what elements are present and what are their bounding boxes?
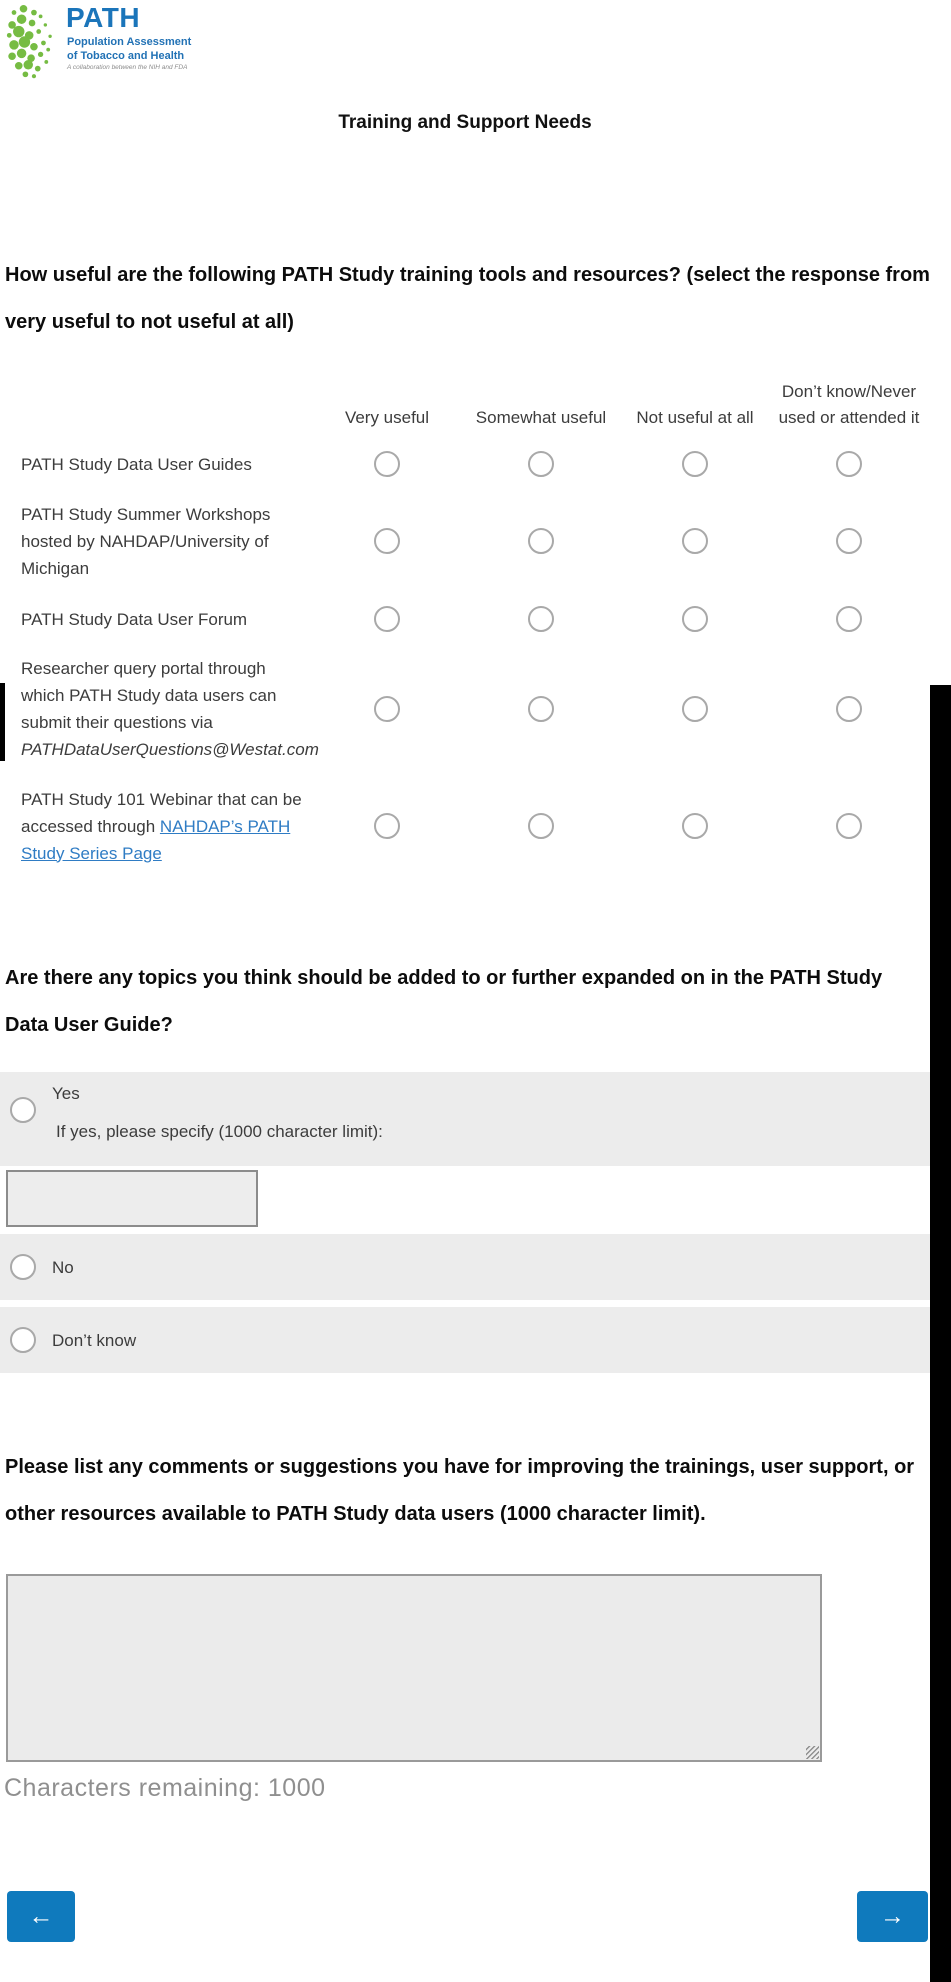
column-header-very-useful: Very useful	[344, 408, 430, 427]
column-header-not-useful: Not useful at all	[636, 408, 754, 427]
matrix-row-summer-workshops	[0, 500, 930, 582]
option-yes-label: Yes	[52, 1084, 80, 1103]
characters-remaining: Characters remaining: 1000	[4, 1774, 326, 1802]
matrix-radio[interactable]	[374, 606, 400, 632]
arrow-left-icon: ←	[28, 1902, 54, 1930]
path-logo	[4, 2, 234, 82]
matrix-radio[interactable]	[682, 696, 708, 722]
matrix-row-101-webinar	[0, 772, 930, 880]
question-2-text: Are there any topics you think should be added to or further expanded on in the PATH Study Data User Guide?	[5, 967, 883, 1036]
column-header-somewhat-useful: Somewhat useful	[475, 408, 607, 427]
radio-yes[interactable]	[10, 1097, 36, 1123]
matrix-row-label: PATH Study Data User Forum	[21, 609, 248, 629]
question-3-text: Please list any comments or suggestions you have for improving the trainings, user support, or other resources available to PATH Study data users (1000 character limit).	[5, 1456, 915, 1525]
matrix-radio[interactable]	[836, 451, 862, 477]
matrix-row-label	[0, 786, 310, 867]
matrix-radio[interactable]	[374, 813, 400, 839]
matrix-radio[interactable]	[374, 451, 400, 477]
matrix-row-label: PATH Study Data User Guides	[21, 454, 252, 474]
matrix-radio[interactable]	[682, 451, 708, 477]
matrix-radio[interactable]	[374, 696, 400, 722]
page-title: Training and Support Needs	[338, 112, 592, 133]
option-dont-know-label: Don’t know	[52, 1331, 137, 1350]
matrix-radio[interactable]	[528, 813, 554, 839]
logo-tagline: A collaboration between the NIH and FDA	[67, 64, 188, 71]
option-no[interactable]	[0, 1234, 930, 1300]
matrix-radio[interactable]	[528, 451, 554, 477]
matrix-row-label-text: Researcher query portal through which PATH Study data users can submit their questions via	[21, 659, 277, 732]
next-button[interactable]	[857, 1891, 928, 1942]
matrix-row-user-forum	[0, 592, 930, 646]
matrix-row-label: PATH Study Summer Workshops hosted by NAHDAP/University of Michigan	[21, 504, 271, 578]
black-strip-right	[930, 685, 951, 1982]
matrix-radio[interactable]	[528, 606, 554, 632]
matrix-radio[interactable]	[374, 528, 400, 554]
matrix-radio[interactable]	[682, 528, 708, 554]
logo-subtitle-line1: Population Assessment	[67, 36, 192, 48]
radio-dont-know[interactable]	[10, 1327, 36, 1353]
path-logo-dots-icon	[4, 4, 62, 80]
column-header-dont-know: Don’t know/Never used or attended it	[778, 382, 920, 427]
matrix-row-label-text: PATH Study 101 Webinar that can be accessed through	[21, 789, 302, 836]
matrix-radio[interactable]	[836, 528, 862, 554]
option-yes-sublabel: If yes, please specify (1000 character limit):	[56, 1122, 383, 1141]
option-dont-know[interactable]	[0, 1307, 930, 1373]
matrix-radio[interactable]	[528, 696, 554, 722]
logo-brand-text: PATH	[66, 2, 141, 33]
radio-no[interactable]	[10, 1254, 36, 1280]
matrix-row-user-guides	[0, 436, 930, 492]
matrix-row-label	[0, 655, 319, 763]
back-button[interactable]	[7, 1891, 75, 1942]
yes-specify-input[interactable]	[6, 1170, 258, 1227]
matrix-table	[0, 368, 930, 880]
matrix-radio[interactable]	[836, 696, 862, 722]
arrow-right-icon: →	[880, 1902, 905, 1930]
black-strip-left	[0, 683, 5, 761]
question-1-text: How useful are the following PATH Study training tools and resources? (select the response from very useful to not useful at all)	[5, 264, 930, 333]
option-no-label: No	[52, 1258, 74, 1277]
query-portal-email: PATHDataUserQuestions@Westat.com	[21, 740, 319, 759]
matrix-radio[interactable]	[836, 813, 862, 839]
matrix-row-query-portal	[0, 654, 930, 764]
logo-subtitle-line2: of Tobacco and Health	[67, 50, 185, 62]
option-yes[interactable]	[0, 1072, 930, 1166]
nahdap-path-study-series-link[interactable]: NAHDAP’s PATH Study Series Page	[21, 816, 291, 863]
matrix-radio[interactable]	[682, 606, 708, 632]
comments-textarea[interactable]	[6, 1574, 822, 1762]
logo-subtitle	[67, 35, 191, 63]
matrix-radio[interactable]	[682, 813, 708, 839]
matrix-header-row	[0, 368, 930, 432]
matrix-radio[interactable]	[528, 528, 554, 554]
matrix-radio[interactable]	[836, 606, 862, 632]
